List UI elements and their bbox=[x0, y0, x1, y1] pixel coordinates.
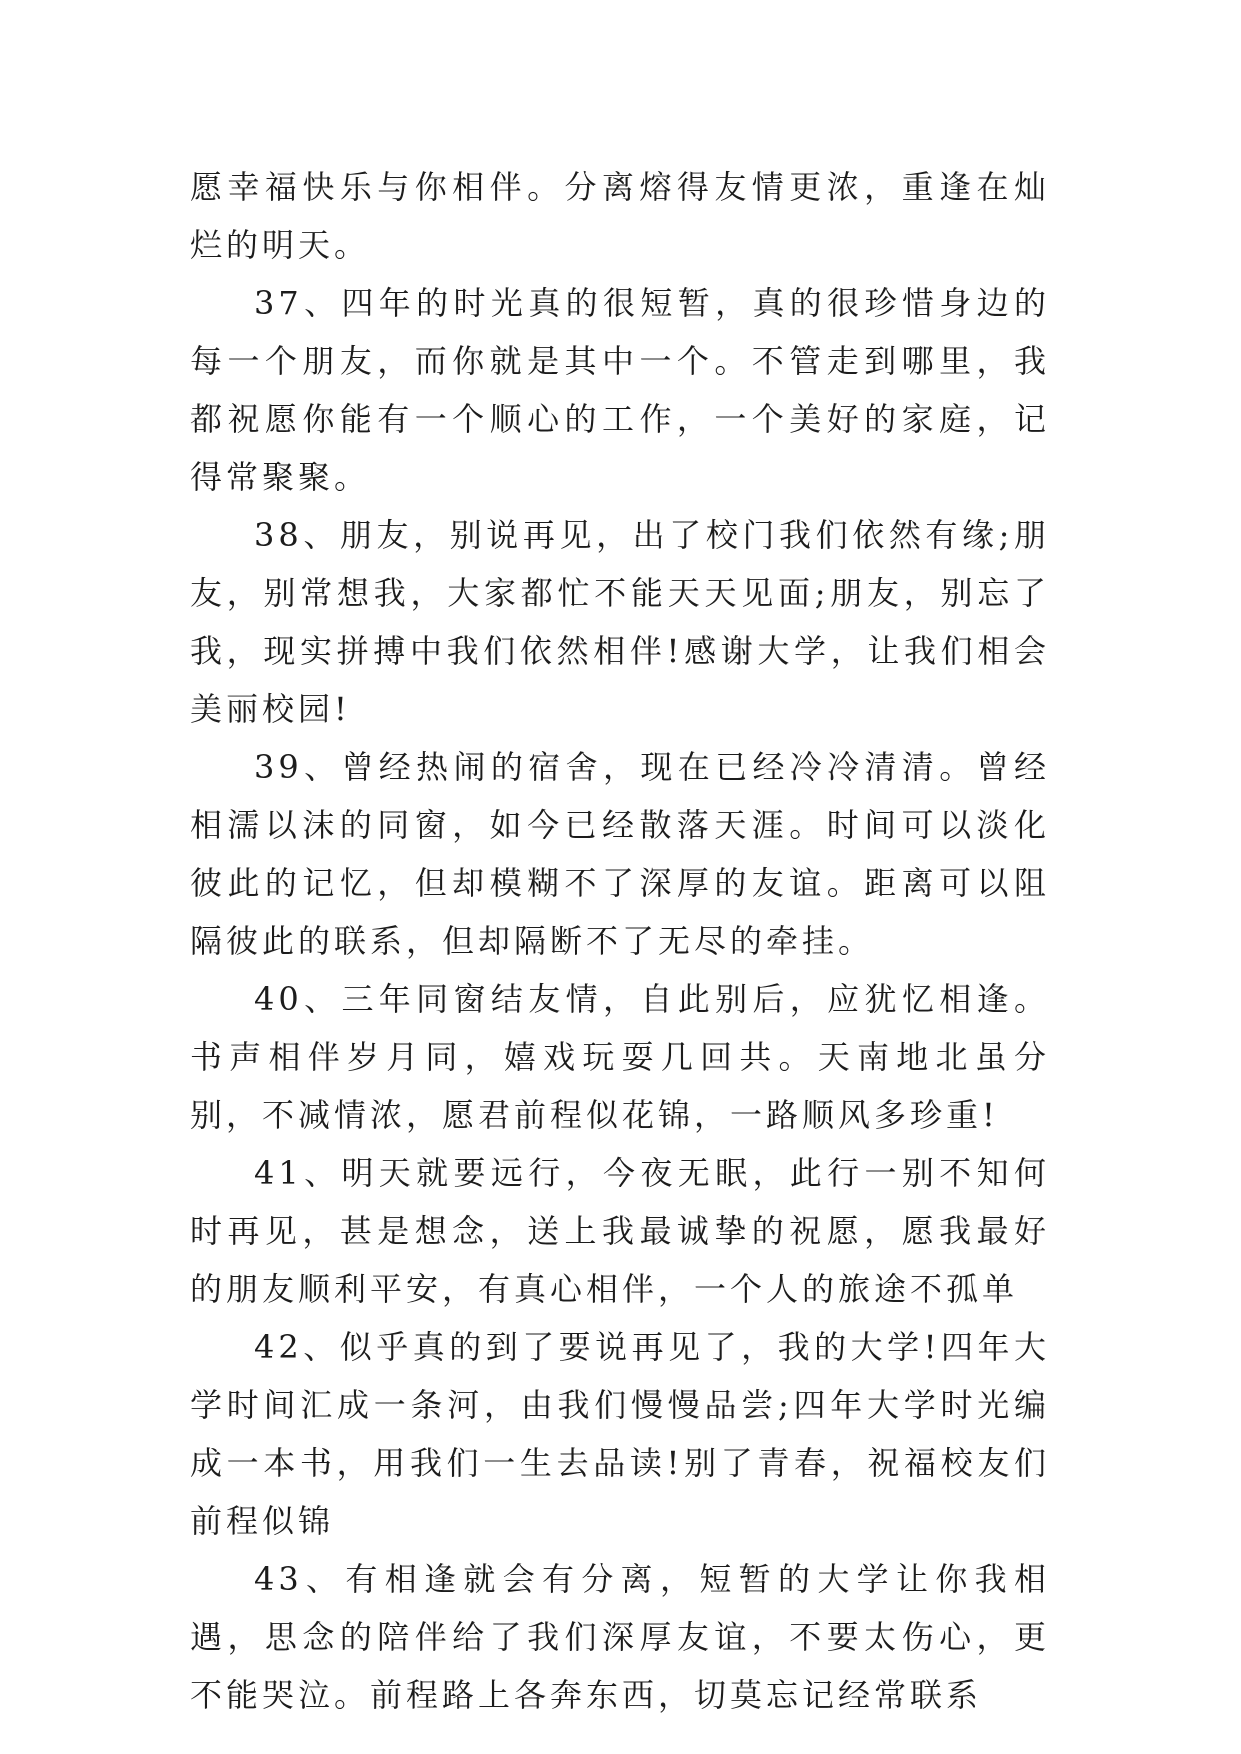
paragraph-37: 37、四年的时光真的很短暂，真的很珍惜身边的每一个朋友，而你就是其中一个。不管走到哪里，我都祝愿你能有一个顺心的工作，一个美好的家庭，记得常聚聚。 bbox=[190, 284, 1050, 496]
document-body bbox=[190, 158, 1050, 1724]
paragraph-continuation: 愿幸福快乐与你相伴。分离熔得友情更浓，重逢在灿烂的明天。 bbox=[190, 168, 1050, 264]
paragraph-42: 42、似乎真的到了要说再见了，我的大学!四年大学时间汇成一条河，由我们慢慢品尝;四年大学时光编成一本书，用我们一生去品读!别了青春，祝福校友们前程似锦 bbox=[190, 1328, 1050, 1540]
paragraph-39: 39、曾经热闹的宿舍，现在已经冷冷清清。曾经相濡以沫的同窗，如今已经散落天涯。时间可以淡化彼此的记忆，但却模糊不了深厚的友谊。距离可以阻隔彼此的联系，但却隔断不了无尽的牵挂。 bbox=[190, 748, 1050, 960]
paragraph-40: 40、三年同窗结友情，自此别后，应犹忆相逢。书声相伴岁月同，嬉戏玩耍几回共。天南地北虽分别，不减情浓，愿君前程似花锦，一路顺风多珍重! bbox=[190, 980, 1050, 1134]
paragraph-43: 43、有相逢就会有分离，短暂的大学让你我相遇，思念的陪伴给了我们深厚友谊，不要太伤心，更不能哭泣。前程路上各奔东西，切莫忘记经常联系 bbox=[190, 1560, 1050, 1714]
paragraph-41: 41、明天就要远行，今夜无眠，此行一别不知何时再见，甚是想念，送上我最诚挚的祝愿，愿我最好的朋友顺利平安，有真心相伴，一个人的旅途不孤单 bbox=[190, 1154, 1050, 1308]
paragraph-38: 38、朋友，别说再见，出了校门我们依然有缘;朋友，别常想我，大家都忙不能天天见面;朋友，别忘了我，现实拼搏中我们依然相伴!感谢大学，让我们相会美丽校园! bbox=[190, 516, 1050, 728]
